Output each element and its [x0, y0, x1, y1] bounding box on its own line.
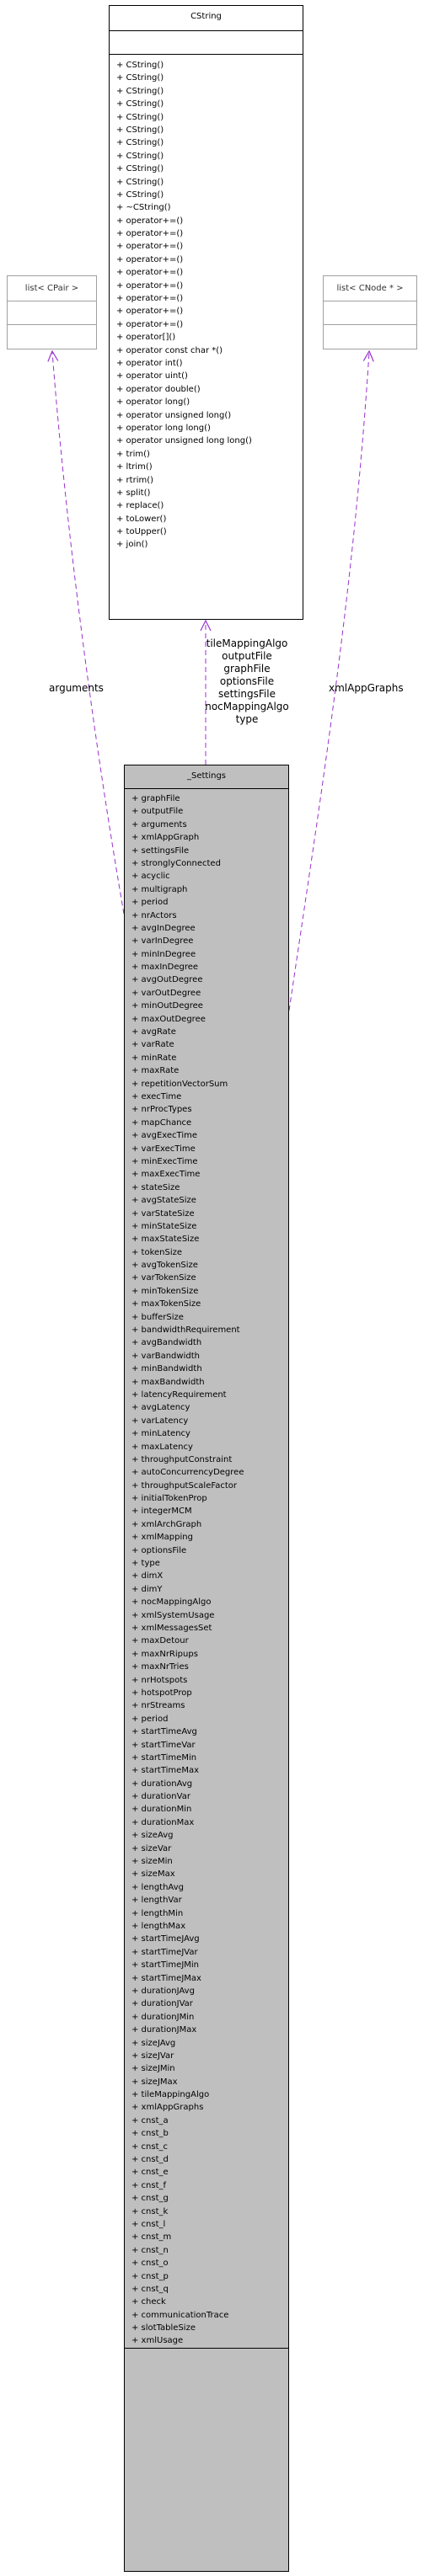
settings-attribute: + minInDegree: [131, 949, 196, 959]
settings-attribute: + minOutDegree: [131, 1001, 203, 1011]
settings-attribute: + sizeAvg: [131, 1831, 174, 1841]
settings-attribute: + avgOutDegree: [131, 975, 203, 985]
settings-attribute: + cnst_g: [131, 2194, 169, 2204]
cstring-method: + operator[](): [116, 333, 176, 343]
settings-attribute: + avgLatency: [131, 1403, 190, 1413]
settings-attribute: + varRate: [131, 1040, 174, 1050]
settings-attribute: + cnst_c: [131, 2141, 169, 2152]
cstring-method: + rtrim(): [116, 475, 154, 485]
cstring-method: + operator+=(): [116, 294, 184, 304]
settings-attribute: + startTimeAvg: [131, 1727, 197, 1737]
settings-attribute: + startTimeJMin: [131, 1960, 200, 1971]
settings-attribute: + dimX: [131, 1571, 164, 1581]
settings-attribute: + slotTableSize: [131, 2323, 196, 2333]
settings-attribute: + bufferSize: [131, 1312, 184, 1322]
settings-attribute: + durationJMin: [131, 2012, 195, 2022]
settings-attribute: + maxNrRipups: [131, 1649, 198, 1659]
settings-methods-section: [125, 2349, 288, 2369]
cstring-method: + replace(): [116, 501, 164, 511]
settings-attribute: + nrHotspots: [131, 1675, 188, 1685]
settings-attribute: + xmlAppGraphs: [131, 2103, 204, 2113]
cstring-method: + operator+=(): [116, 307, 184, 317]
edge-label-member: settingsFile: [218, 688, 276, 700]
edge-label-xml-app-graphs: xmlAppGraphs: [329, 682, 404, 694]
settings-attribute: + nocMappingAlgo: [131, 1597, 212, 1608]
list-cpair-class-title: list< CPair >: [8, 276, 96, 301]
edge-label-member: type: [235, 713, 259, 725]
settings-attribute: + cnst_d: [131, 2155, 169, 2165]
settings-attribute: + lengthMin: [131, 1908, 184, 1918]
settings-attribute: + minLatency: [131, 1429, 190, 1439]
settings-attribute: + cnst_a: [131, 2115, 169, 2125]
cstring-method: + operator int(): [116, 358, 183, 368]
settings-attribute: + durationJAvg: [131, 1986, 195, 1996]
settings-attribute: + sizeMin: [131, 1857, 173, 1867]
settings-attribute: + throughputScaleFactor: [131, 1480, 237, 1491]
cstring-method: + trim(): [116, 449, 150, 459]
edge-label-member: nocMappingAlgo: [205, 701, 289, 712]
edge-label-member: tileMappingAlgo: [206, 637, 288, 649]
cstring-method: + operator+=(): [116, 216, 184, 226]
settings-attributes-section: [125, 789, 288, 2349]
cstring-method: + operator long long(): [116, 423, 211, 433]
settings-attribute: + xmlUsage: [131, 2336, 184, 2346]
settings-attribute: + durationMax: [131, 1817, 195, 1827]
cstring-method: + CString(): [116, 125, 164, 135]
settings-attribute: + graphFile: [131, 794, 180, 803]
settings-attribute: + integerMCM: [131, 1507, 192, 1517]
settings-class-title: _Settings: [125, 765, 288, 789]
settings-attribute: + maxInDegree: [131, 963, 199, 973]
settings-attribute: + durationMin: [131, 1805, 192, 1815]
settings-attribute: + stronglyConnected: [131, 858, 221, 868]
settings-attribute: + cnst_f: [131, 2180, 167, 2190]
settings-attribute: + maxExecTime: [131, 1170, 201, 1180]
cstring-method: + CString(): [116, 86, 164, 96]
settings-attribute: + durationAvg: [131, 1779, 193, 1789]
settings-attribute: + cnst_o: [131, 2259, 169, 2269]
settings-attribute: + sizeJAvg: [131, 2038, 176, 2048]
settings-attribute: + repetitionVectorSum: [131, 1079, 228, 1089]
settings-attribute: + multigraph: [131, 884, 188, 894]
settings-attribute: + latencyRequirement: [131, 1389, 227, 1400]
cstring-method: + ~CString(): [116, 203, 171, 213]
settings-class[interactable]: [124, 765, 289, 2572]
settings-attribute: + varLatency: [131, 1416, 189, 1426]
edge-label-arguments: arguments: [49, 682, 104, 694]
cstring-methods-section: [110, 55, 303, 552]
cstring-method: + operator long(): [116, 397, 190, 408]
settings-attribute: + lengthMax: [131, 1921, 186, 1931]
settings-attribute: + startTimeMax: [131, 1766, 199, 1776]
cstring-method: + ltrim(): [116, 462, 153, 472]
settings-attribute: + varTokenSize: [131, 1273, 196, 1283]
settings-attribute: + sizeJMax: [131, 2077, 178, 2087]
settings-attribute: + startTimeMin: [131, 1752, 197, 1763]
settings-attribute: + avgBandwidth: [131, 1338, 202, 1348]
settings-attribute: + varOutDegree: [131, 988, 201, 998]
settings-attribute: + mapChance: [131, 1117, 192, 1128]
settings-attribute: + minExecTime: [131, 1156, 198, 1166]
settings-attribute: + settingsFile: [131, 845, 190, 856]
edge-label-member: graphFile: [223, 663, 271, 675]
settings-attribute: + sizeJMin: [131, 2064, 175, 2074]
cstring-method: + operator+=(): [116, 254, 184, 264]
settings-attribute: + xmlArchGraph: [131, 1519, 202, 1529]
cstring-method: + operator+=(): [116, 319, 184, 329]
settings-attribute: + maxNrTries: [131, 1662, 189, 1672]
settings-attribute: + varExecTime: [131, 1144, 196, 1154]
settings-attribute: + startTimeJMax: [131, 1973, 201, 1983]
cstring-method: + operator+=(): [116, 268, 184, 278]
cstring-method: + CString(): [116, 61, 164, 70]
settings-attribute: + bandwidthRequirement: [131, 1325, 240, 1336]
cstring-method: + CString(): [116, 189, 164, 200]
settings-attribute: + xmlMapping: [131, 1533, 193, 1543]
settings-attribute: + avgTokenSize: [131, 1261, 198, 1271]
cstring-method: + operator uint(): [116, 371, 188, 381]
edge-label-member: optionsFile: [219, 675, 275, 687]
settings-attribute: + avgStateSize: [131, 1196, 196, 1206]
settings-attribute: + cnst_n: [131, 2245, 169, 2255]
settings-attribute: + durationVar: [131, 1792, 190, 1802]
settings-attribute: + lengthVar: [131, 1896, 182, 1906]
list-cnode-attributes-section: [324, 301, 416, 325]
settings-attribute: + nrProcTypes: [131, 1105, 192, 1115]
settings-attribute: + period: [131, 898, 169, 908]
settings-attribute: + minTokenSize: [131, 1286, 199, 1296]
cstring-class[interactable]: [109, 5, 303, 620]
cstring-class-title: CString: [110, 6, 303, 31]
settings-attribute: + nrActors: [131, 910, 177, 920]
settings-attribute: + varStateSize: [131, 1208, 195, 1219]
settings-attribute: + startTimeVar: [131, 1740, 196, 1750]
settings-attribute: + cnst_m: [131, 2232, 172, 2243]
settings-attribute: + acyclic: [131, 872, 170, 882]
list-cpair-methods-section: [8, 325, 96, 349]
settings-attribute: + xmlSystemUsage: [131, 1610, 215, 1620]
cstring-method: + toLower(): [116, 514, 167, 524]
list-cnode-class-title: list< CNode * >: [324, 276, 416, 301]
settings-attribute: + cnst_p: [131, 2271, 169, 2281]
cstring-method: + operator+=(): [116, 280, 184, 291]
list-cnode-class[interactable]: [323, 275, 417, 349]
cstring-method: + operator double(): [116, 384, 201, 394]
settings-attribute: + durationJVar: [131, 1999, 193, 2009]
settings-attribute: + maxLatency: [131, 1442, 193, 1452]
settings-attribute: + arguments: [131, 819, 187, 829]
settings-attribute: + hotspotProp: [131, 1688, 192, 1698]
settings-attribute: + cnst_b: [131, 2129, 169, 2139]
settings-attribute: + sizeVar: [131, 1843, 172, 1853]
edge-label-cstring-members: [201, 637, 293, 726]
settings-attribute: + maxStateSize: [131, 1235, 200, 1245]
settings-attribute: + nrStreams: [131, 1701, 185, 1711]
settings-attribute: + minBandwidth: [131, 1364, 202, 1374]
list-cpair-attributes-section: [8, 301, 96, 325]
settings-attribute: + outputFile: [131, 807, 184, 817]
settings-attribute: + startTimeJVar: [131, 1947, 198, 1957]
settings-attribute: + maxRate: [131, 1066, 180, 1076]
settings-attribute: + dimY: [131, 1584, 163, 1594]
settings-attribute: + communicationTrace: [131, 2310, 229, 2320]
settings-attribute: + lengthAvg: [131, 1882, 184, 1892]
settings-attribute: + minRate: [131, 1053, 177, 1063]
settings-attribute: + tileMappingAlgo: [131, 2090, 210, 2100]
settings-attribute: + autoConcurrencyDegree: [131, 1468, 244, 1478]
settings-attribute: + avgInDegree: [131, 923, 196, 933]
settings-attribute: + sizeJVar: [131, 2051, 174, 2061]
cstring-method: + join(): [116, 540, 148, 550]
settings-attribute: + avgExecTime: [131, 1131, 198, 1141]
settings-attribute: + avgRate: [131, 1027, 176, 1037]
settings-attribute: + execTime: [131, 1091, 182, 1101]
settings-attribute: + minStateSize: [131, 1221, 197, 1231]
cstring-method: + toUpper(): [116, 527, 167, 537]
settings-attribute: + tokenSize: [131, 1247, 183, 1257]
cstring-method: + operator+=(): [116, 229, 184, 239]
cstring-method: + CString(): [116, 112, 164, 122]
cstring-method: + CString(): [116, 73, 164, 83]
list-cnode-methods-section: [324, 325, 416, 349]
settings-attribute: + varBandwidth: [131, 1351, 200, 1361]
settings-attribute: + xmlAppGraph: [131, 833, 200, 843]
settings-attribute: + maxOutDegree: [131, 1014, 206, 1024]
cstring-method: + CString(): [116, 164, 164, 174]
list-cpair-class[interactable]: [7, 275, 97, 349]
settings-attribute: + optionsFile: [131, 1545, 187, 1555]
settings-attribute: + cnst_q: [131, 2284, 169, 2294]
cstring-method: + CString(): [116, 177, 164, 187]
settings-attribute: + varInDegree: [131, 936, 194, 947]
settings-attribute: + cnst_l: [131, 2219, 166, 2229]
cstring-method: + split(): [116, 488, 151, 498]
settings-attribute: + cnst_e: [131, 2168, 169, 2178]
edge-label-member: outputFile: [222, 650, 272, 662]
cstring-method: + operator const char *(): [116, 345, 223, 355]
cstring-method: + operator unsigned long long(): [116, 436, 252, 446]
cstring-method: + CString(): [116, 151, 164, 161]
cstring-attributes-section: [110, 31, 303, 55]
cstring-method: + operator unsigned long(): [116, 410, 232, 420]
settings-attribute: + type: [131, 1559, 160, 1569]
settings-attribute: + maxTokenSize: [131, 1299, 201, 1309]
settings-attribute: + throughputConstraint: [131, 1454, 233, 1464]
settings-attribute: + durationJMax: [131, 2025, 197, 2035]
settings-attribute: + cnst_k: [131, 2206, 169, 2216]
settings-attribute: + startTimeJAvg: [131, 1934, 200, 1944]
settings-attribute: + check: [131, 2297, 166, 2307]
settings-attribute: + stateSize: [131, 1182, 180, 1192]
cstring-method: + CString(): [116, 138, 164, 148]
settings-attribute: + initialTokenProp: [131, 1494, 207, 1504]
settings-attribute: + period: [131, 1714, 169, 1724]
settings-attribute: + maxBandwidth: [131, 1377, 205, 1387]
settings-attribute: + sizeMax: [131, 1869, 175, 1880]
cstring-method: + CString(): [116, 99, 164, 109]
settings-attribute: + xmlMessagesSet: [131, 1624, 212, 1633]
cstring-method: + operator+=(): [116, 242, 184, 252]
settings-attribute: + maxDetour: [131, 1636, 189, 1646]
